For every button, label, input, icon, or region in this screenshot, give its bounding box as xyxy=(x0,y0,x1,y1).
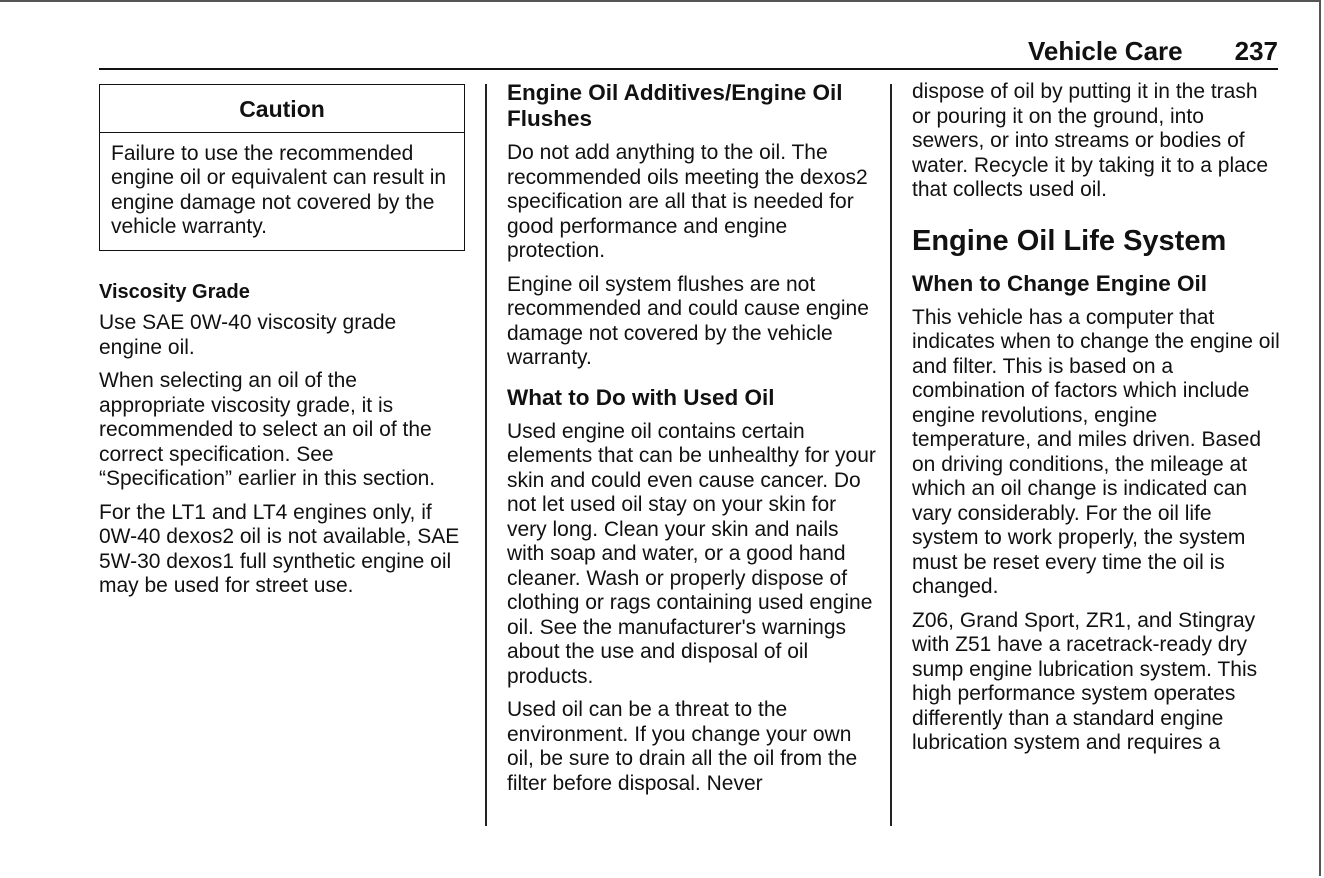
paragraph: Engine oil system flushes are not recommended and could cause engine damage not covered by the vehicle warranty. xyxy=(507,272,869,369)
paragraph: Use SAE 0W-40 viscosity grade engine oil. xyxy=(99,311,397,359)
section-heading: Engine Oil Life System xyxy=(912,224,1227,257)
running-head xyxy=(1028,36,1278,67)
paragraph: Used engine oil contains certain elements that can be unhealthy for your skin and could even cause cancer. Do not let used oil stay on your skin for very long. Clean your skin and nails with soap and water, or a good hand cleaner. Wash or properly dispose of clothing or rags containing used engine oil. See the manufacturer's warnings about the use and disposal of oil products. xyxy=(507,419,876,688)
paragraph: Z06, Grand Sport, ZR1, and Stingray with Z51 have a racetrack-ready dry sump engine lubrication system. This high performance system operates differently than a standard engine lubrication system and requires a xyxy=(912,608,1258,754)
paragraph: Do not add anything to the oil. The recommended oils meeting the dexos2 specification are all that is needed for good performance and engine protection. xyxy=(507,141,868,262)
column-3 xyxy=(912,80,1280,765)
subheading: When to Change Engine Oil xyxy=(912,270,1207,296)
paragraph: For the LT1 and LT4 engines only, if 0W-40 dexos2 oil is not available, SAE 5W-30 dexos1 full synthetic engine oil may be used for street use. xyxy=(99,500,460,597)
paragraph: This vehicle has a computer that indicates when to change the engine oil and filter. This is based on a combination of factors which include engine revolutions, engine temperature, and miles driven. Based on driving conditions, the mileage at which an oil change is indicated can vary considerably. For the oil life system to work properly, the system must be reset every time the oil is changed. xyxy=(912,305,1280,598)
additives-heading: Engine Oil Additives/Engine Oil Flushes xyxy=(507,80,843,131)
continued-paragraph: dispose of oil by putting it in the trash or pouring it on the ground, into sewers, or into streams or bodies of water. Recycle it by taking it to a place that collects used oil. xyxy=(912,80,1269,201)
caution-box xyxy=(99,84,465,251)
column-divider-2 xyxy=(890,84,892,826)
caution-title: Caution xyxy=(100,85,464,133)
used-oil-heading: What to Do with Used Oil xyxy=(507,384,775,410)
paragraph: When selecting an oil of the appropriate viscosity grade, it is recommended to select an oil of the correct specification. See “Specification” earlier in this section. xyxy=(99,369,436,490)
column-divider-1 xyxy=(485,84,487,826)
column-1 xyxy=(99,80,465,608)
section-title: Vehicle Care xyxy=(1027,36,1183,66)
page-number: 237 xyxy=(1234,36,1278,66)
caution-text: Failure to use the recommended engine oil or equivalent can result in engine damage not covered by the vehicle warranty. xyxy=(111,141,447,238)
paragraph: Used oil can be a threat to the environment. If you change your own oil, be sure to drain all the oil from the filter before disposal. Never xyxy=(507,698,858,795)
viscosity-heading: Viscosity Grade xyxy=(99,280,250,303)
column-2 xyxy=(507,80,879,805)
header-rule xyxy=(99,68,1278,70)
